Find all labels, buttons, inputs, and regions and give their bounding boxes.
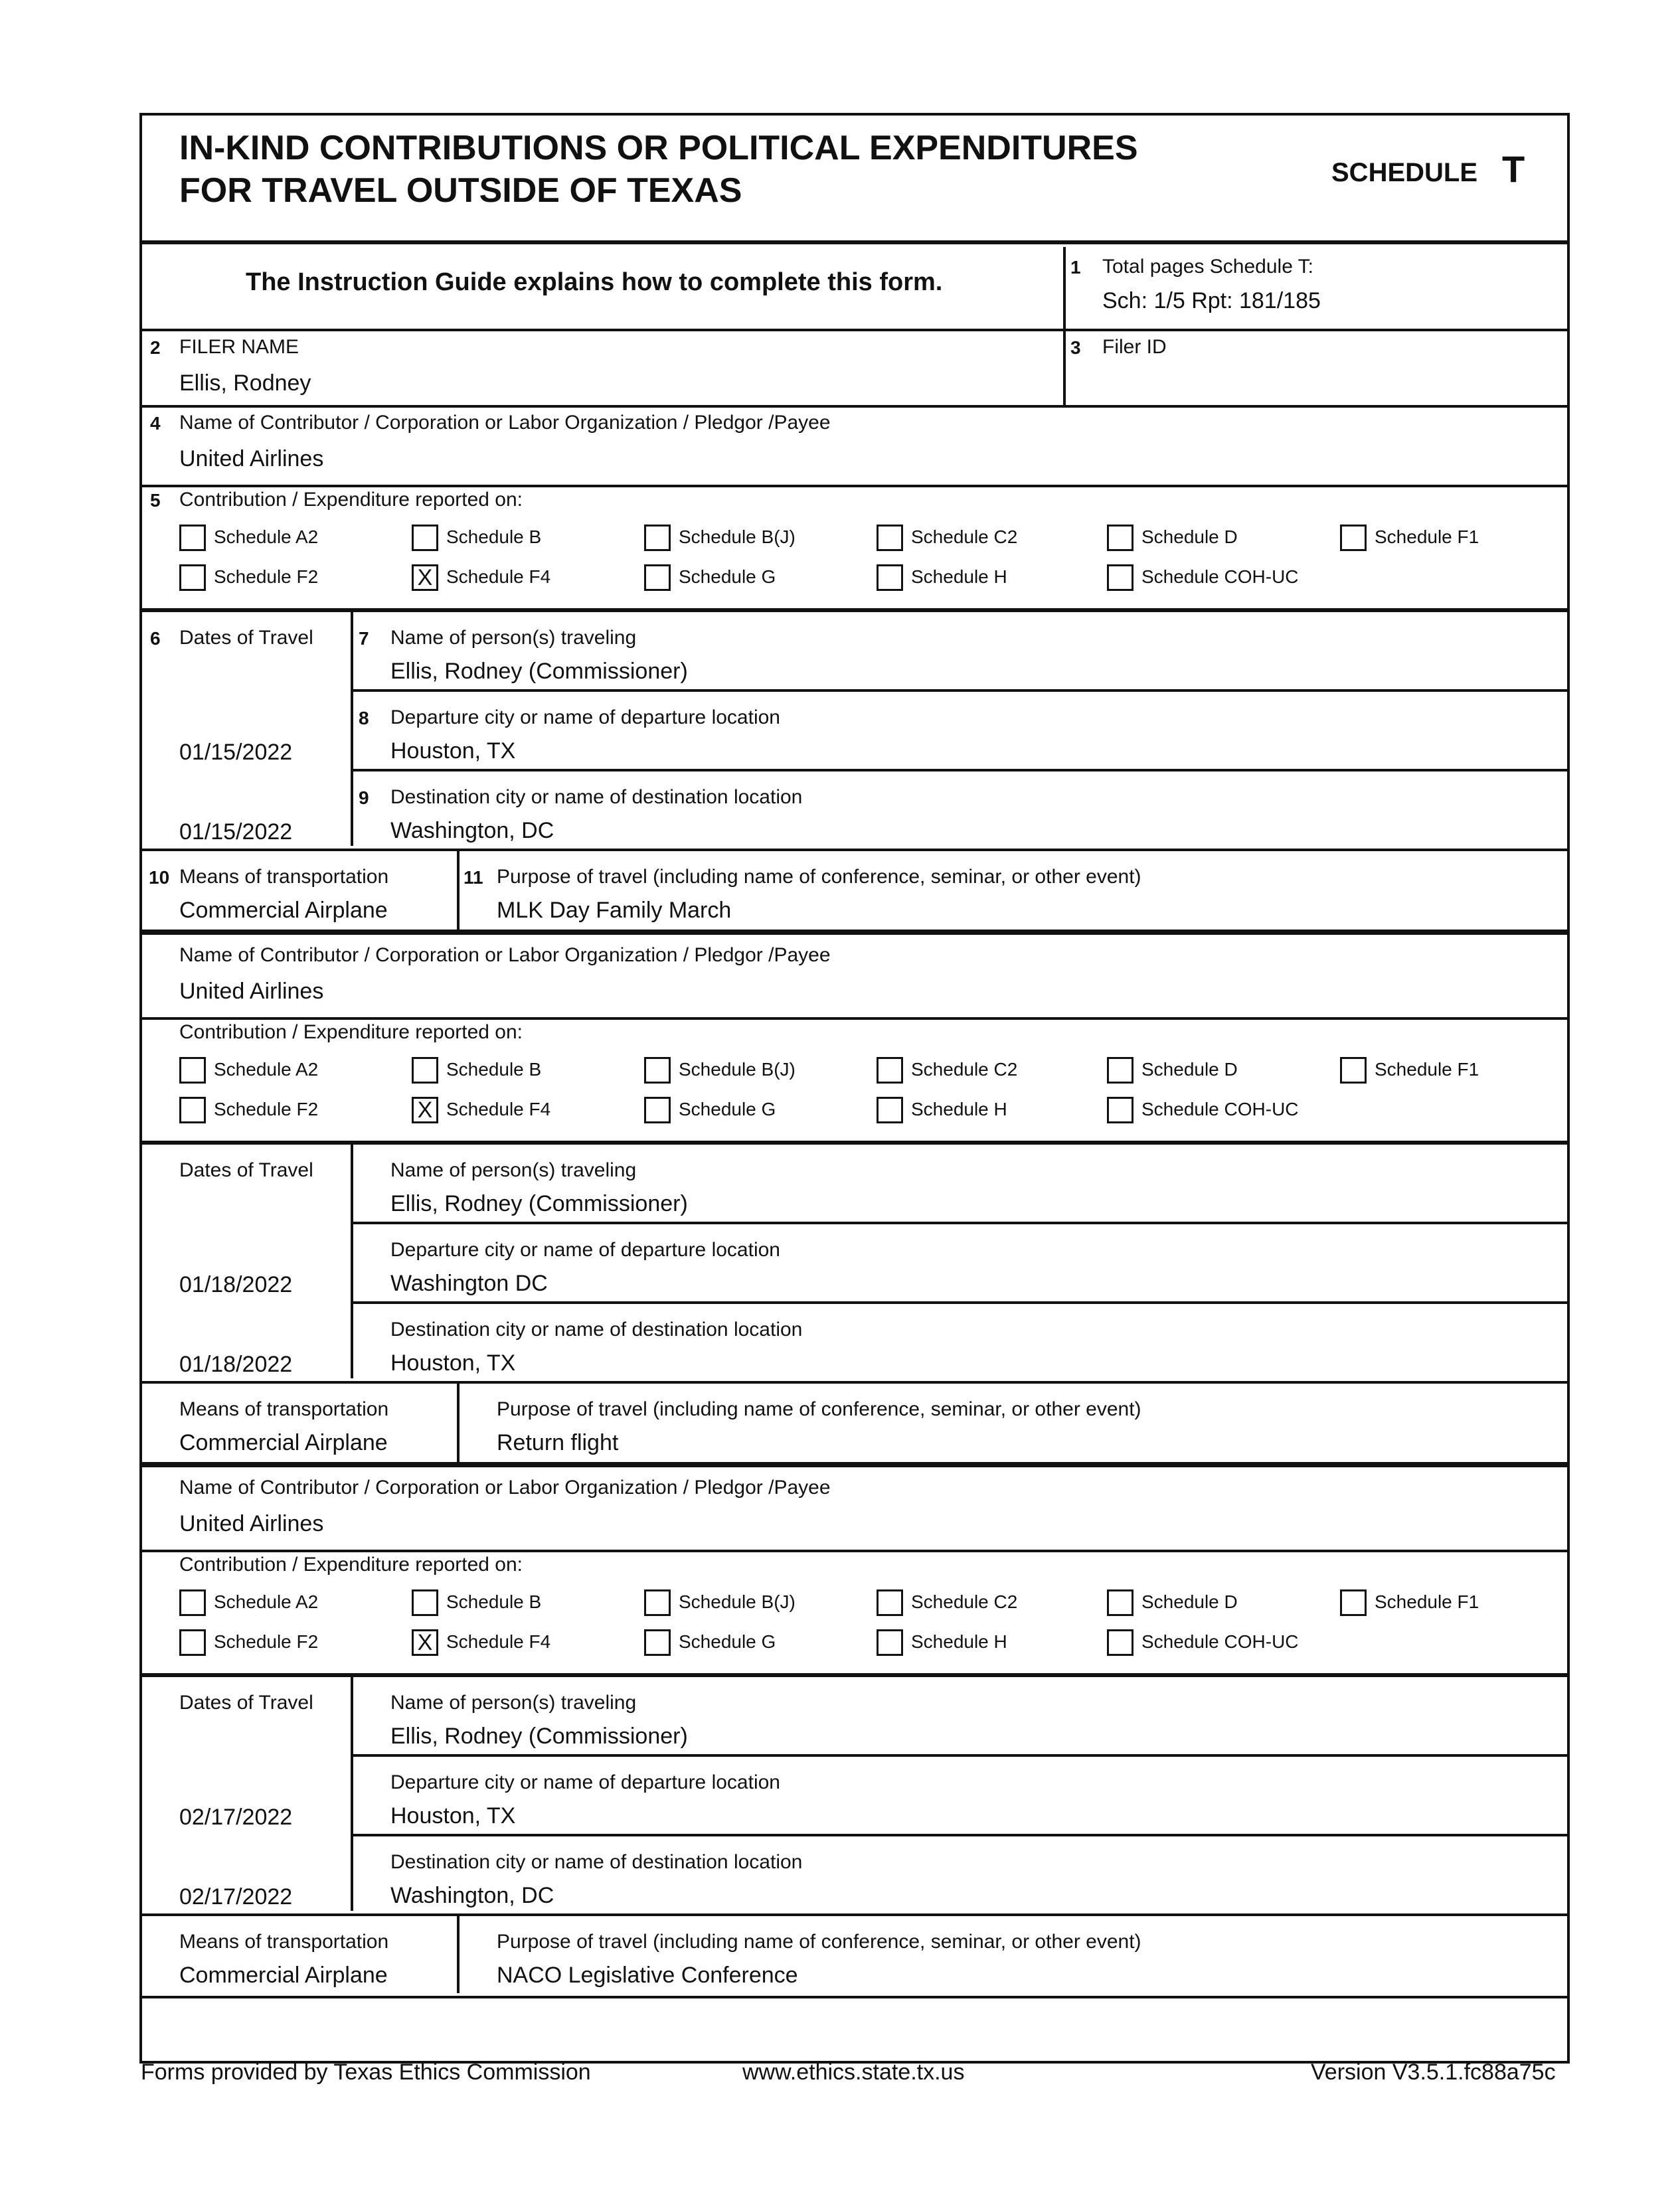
checkbox-schedule-a2[interactable] — [179, 1057, 206, 1084]
reported-on-label: Contribution / Expenditure reported on: — [179, 489, 523, 511]
checkbox-schedule-g[interactable] — [644, 1629, 671, 1656]
persons-value: Ellis, Rodney (Commissioner) — [390, 1724, 688, 1749]
checkbox-schedule-coh-uc[interactable] — [1107, 564, 1134, 591]
field-number: 10 — [149, 867, 170, 888]
contributor-label: Name of Contributor / Corporation or Labor Organization / Pledgor /Payee — [179, 944, 831, 966]
field-number: 8 — [359, 708, 369, 728]
field-number: 7 — [359, 628, 369, 649]
persons-label: Name of person(s) traveling — [390, 1692, 637, 1714]
total-pages-label: Total pages Schedule T: — [1102, 256, 1314, 278]
checkbox-schedule-d[interactable] — [1107, 1589, 1134, 1616]
departure-value: Houston, TX — [390, 1803, 516, 1828]
destination-label: Destination city or name of destination location — [390, 1319, 803, 1340]
checkbox-schedule-coh-uc[interactable] — [1107, 1629, 1134, 1656]
footer-center: www.ethics.state.tx.us — [742, 2060, 965, 2085]
date-start-value: 01/18/2022 — [179, 1272, 293, 1297]
checkbox-label: Schedule C2 — [911, 1591, 1018, 1612]
divider — [139, 1550, 1570, 1552]
checkbox-schedule-b[interactable] — [412, 1057, 438, 1084]
checkbox-schedule-b-j[interactable] — [644, 1589, 671, 1616]
divider — [139, 405, 1570, 408]
divider — [139, 1673, 1570, 1677]
divider — [139, 485, 1570, 487]
means-label: Means of transportation — [179, 1398, 389, 1420]
departure-value: Washington DC — [390, 1271, 548, 1296]
footer-right: Version V3.5.1.fc88a75c — [1311, 2060, 1556, 2085]
field-number: 1 — [1070, 257, 1081, 278]
departure-label: Departure city or name of departure location — [390, 1239, 780, 1261]
departure-value: Houston, TX — [390, 738, 516, 764]
checkbox-label: Schedule F4 — [446, 566, 551, 587]
checkbox-label: Schedule D — [1141, 1059, 1238, 1080]
reported-on-label: Contribution / Expenditure reported on: — [179, 1554, 523, 1576]
checkbox-schedule-h[interactable] — [877, 564, 903, 591]
checkbox-label: Schedule F2 — [214, 1099, 319, 1119]
checkbox-label: Schedule G — [679, 1631, 776, 1652]
checkbox-label: Schedule H — [911, 1631, 1007, 1652]
checkbox-label: Schedule D — [1141, 527, 1238, 547]
form-title-line2: FOR TRAVEL OUTSIDE OF TEXAS — [179, 171, 742, 210]
checkbox-label: Schedule F2 — [214, 566, 319, 587]
means-value: Commercial Airplane — [179, 1963, 388, 1988]
checkbox-schedule-g[interactable] — [644, 564, 671, 591]
persons-label: Name of person(s) traveling — [390, 1159, 637, 1181]
checkbox-schedule-a2[interactable] — [179, 1589, 206, 1616]
purpose-value: Return flight — [497, 1430, 619, 1455]
persons-value: Ellis, Rodney (Commissioner) — [390, 1191, 688, 1216]
divider — [351, 1145, 353, 1378]
header-divider — [139, 240, 1570, 244]
checkbox-schedule-f1[interactable] — [1340, 1589, 1367, 1616]
checkbox-schedule-f2[interactable] — [179, 564, 206, 591]
checkbox-schedule-h[interactable] — [877, 1629, 903, 1656]
dates-of-travel-label: Dates of Travel — [179, 1159, 313, 1181]
checkbox-schedule-b[interactable] — [412, 525, 438, 551]
form-title-line1: IN-KIND CONTRIBUTIONS OR POLITICAL EXPENDITURES — [179, 129, 1138, 167]
destination-value: Houston, TX — [390, 1350, 516, 1376]
checkbox-label: Schedule D — [1141, 1591, 1238, 1612]
checkbox-schedule-f1[interactable] — [1340, 525, 1367, 551]
checkbox-label: Schedule B — [446, 527, 542, 547]
total-pages-value: Sch: 1/5 Rpt: 181/185 — [1102, 288, 1321, 313]
date-start-value: 01/15/2022 — [179, 740, 293, 765]
means-value: Commercial Airplane — [179, 898, 388, 923]
departure-label: Departure city or name of departure location — [390, 1771, 780, 1793]
divider — [139, 1913, 1570, 1916]
checkbox-label: Schedule B(J) — [679, 527, 796, 547]
divider — [139, 1017, 1570, 1020]
checkbox-label: Schedule F2 — [214, 1631, 319, 1652]
persons-label: Name of person(s) traveling — [390, 627, 637, 649]
checkbox-label: Schedule B(J) — [679, 1591, 796, 1612]
checkbox-label: Schedule COH-UC — [1141, 566, 1299, 587]
date-end-value: 01/15/2022 — [179, 819, 293, 845]
field-number: 9 — [359, 787, 369, 808]
checkbox-label: Schedule A2 — [214, 1059, 319, 1080]
divider — [457, 851, 460, 931]
divider — [351, 1301, 1570, 1304]
checkbox-label: Schedule A2 — [214, 1591, 319, 1612]
checkbox-schedule-b-j[interactable] — [644, 1057, 671, 1084]
field-number: 5 — [150, 490, 161, 511]
contributor-value: United Airlines — [179, 446, 324, 471]
contributor-value: United Airlines — [179, 979, 324, 1004]
checkbox-label: Schedule F1 — [1375, 1591, 1479, 1612]
filer-name-value: Ellis, Rodney — [179, 370, 311, 396]
divider — [139, 608, 1570, 612]
date-start-value: 02/17/2022 — [179, 1805, 293, 1830]
purpose-value: NACO Legislative Conference — [497, 1963, 798, 1988]
divider — [139, 1462, 1570, 1467]
destination-label: Destination city or name of destination location — [390, 1851, 803, 1873]
purpose-label: Purpose of travel (including name of conference, seminar, or other event) — [497, 1931, 1141, 1953]
field-number: 4 — [150, 413, 161, 434]
means-label: Means of transportation — [179, 866, 389, 888]
checkbox-schedule-f2[interactable] — [179, 1629, 206, 1656]
divider — [457, 1384, 460, 1463]
checkbox-schedule-c2[interactable] — [877, 1057, 903, 1084]
checkbox-label: Schedule G — [679, 566, 776, 587]
divider — [1063, 247, 1066, 406]
checkbox-schedule-d[interactable] — [1107, 525, 1134, 551]
filer-name-label: FILER NAME — [179, 336, 299, 358]
date-end-value: 01/18/2022 — [179, 1352, 293, 1377]
divider — [351, 1677, 353, 1911]
divider — [351, 1222, 1570, 1224]
purpose-label: Purpose of travel (including name of conference, seminar, or other event) — [497, 1398, 1141, 1420]
checkbox-schedule-d[interactable] — [1107, 1057, 1134, 1084]
field-number: 3 — [1070, 337, 1081, 358]
divider — [139, 849, 1570, 851]
purpose-label: Purpose of travel (including name of conference, seminar, or other event) — [497, 866, 1141, 888]
checkbox-label: Schedule B(J) — [679, 1059, 796, 1080]
divider — [351, 612, 353, 846]
means-value: Commercial Airplane — [179, 1430, 388, 1455]
divider — [139, 1141, 1570, 1145]
contributor-label: Name of Contributor / Corporation or Labor Organization / Pledgor /Payee — [179, 412, 831, 434]
checkbox-label: Schedule COH-UC — [1141, 1631, 1299, 1652]
purpose-value: MLK Day Family March — [497, 898, 732, 923]
checkbox-label: Schedule F4 — [446, 1099, 551, 1119]
checkbox-label: Schedule B — [446, 1059, 542, 1080]
destination-value: Washington, DC — [390, 1883, 554, 1908]
checkbox-label: Schedule G — [679, 1099, 776, 1119]
checkbox-label: Schedule B — [446, 1591, 542, 1612]
date-end-value: 02/17/2022 — [179, 1884, 293, 1909]
checkbox-schedule-c2[interactable] — [877, 525, 903, 551]
contributor-value: United Airlines — [179, 1511, 324, 1536]
checkbox-schedule-c2[interactable] — [877, 1589, 903, 1616]
footer-left: Forms provided by Texas Ethics Commission — [141, 2060, 591, 2085]
checkbox-schedule-g[interactable] — [644, 1097, 671, 1123]
divider — [139, 329, 1570, 331]
divider — [351, 1754, 1570, 1757]
checkbox-schedule-f2[interactable] — [179, 1097, 206, 1123]
field-number: 2 — [150, 337, 161, 358]
divider — [139, 930, 1570, 935]
dates-of-travel-label: Dates of Travel — [179, 1692, 313, 1714]
divider — [139, 1996, 1570, 1998]
checkbox-schedule-b-j[interactable] — [644, 525, 671, 551]
departure-label: Departure city or name of departure location — [390, 706, 780, 728]
schedule-letter: T — [1502, 148, 1525, 190]
divider — [351, 769, 1570, 771]
dates-of-travel-label: Dates of Travel — [179, 627, 313, 649]
filer-id-label: Filer ID — [1102, 336, 1167, 358]
divider — [351, 689, 1570, 692]
checkbox-label: Schedule C2 — [911, 527, 1018, 547]
schedule-label: SCHEDULE — [1331, 158, 1478, 187]
checkbox-schedule-h[interactable] — [877, 1097, 903, 1123]
contributor-label: Name of Contributor / Corporation or Labor Organization / Pledgor /Payee — [179, 1477, 831, 1499]
checkbox-label: Schedule H — [911, 1099, 1007, 1119]
checkbox-schedule-f1[interactable] — [1340, 1057, 1367, 1084]
checkbox-label: Schedule F1 — [1375, 527, 1479, 547]
divider — [139, 1381, 1570, 1384]
destination-value: Washington, DC — [390, 818, 554, 843]
checkbox-schedule-f4[interactable]: X — [412, 1629, 438, 1656]
divider — [457, 1916, 460, 1993]
checkbox-label: Schedule COH-UC — [1141, 1099, 1299, 1119]
means-label: Means of transportation — [179, 1931, 389, 1953]
checkbox-label: Schedule A2 — [214, 527, 319, 547]
field-number: 11 — [463, 867, 483, 888]
checkbox-schedule-coh-uc[interactable] — [1107, 1097, 1134, 1123]
checkbox-schedule-b[interactable] — [412, 1589, 438, 1616]
checkbox-schedule-f4[interactable]: X — [412, 1097, 438, 1123]
checkbox-label: Schedule F1 — [1375, 1059, 1479, 1080]
divider — [351, 1834, 1570, 1836]
instruction-guide-text: The Instruction Guide explains how to complete this form. — [246, 268, 943, 296]
destination-label: Destination city or name of destination location — [390, 786, 803, 808]
persons-value: Ellis, Rodney (Commissioner) — [390, 659, 688, 684]
field-number: 6 — [150, 628, 161, 649]
checkbox-schedule-a2[interactable] — [179, 525, 206, 551]
checkbox-schedule-f4[interactable]: X — [412, 564, 438, 591]
reported-on-label: Contribution / Expenditure reported on: — [179, 1021, 523, 1043]
checkbox-label: Schedule F4 — [446, 1631, 551, 1652]
checkbox-label: Schedule H — [911, 566, 1007, 587]
checkbox-label: Schedule C2 — [911, 1059, 1018, 1080]
